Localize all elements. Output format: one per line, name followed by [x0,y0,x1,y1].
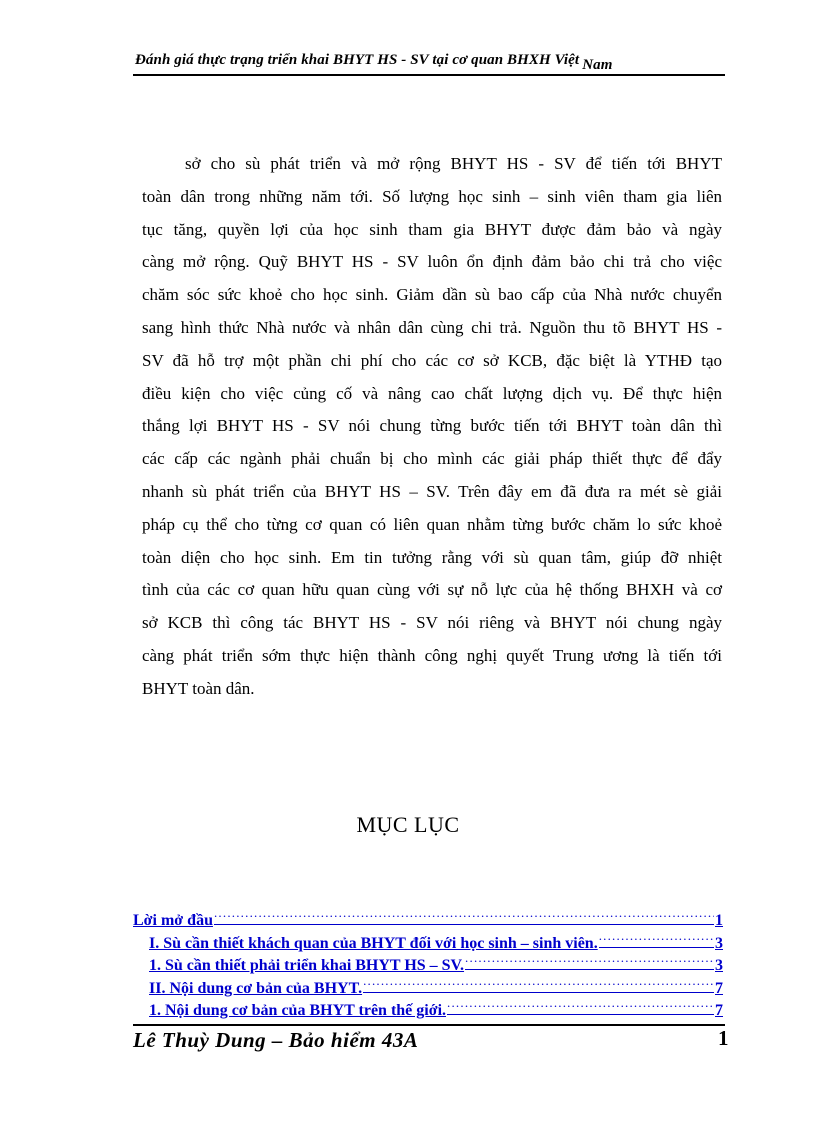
header-title-wrapper [135,52,613,73]
body-line: tục tăng, quyền lợi của học sinh tham gia BHYT được đảm bảo và ngày [142,219,722,239]
body-line: toàn dân trong những năm tới. Số lượng học sinh – sinh viên tham gia liên [142,186,722,206]
toc-entry-page[interactable]: 7 [715,1002,723,1019]
body-line: BHYT toàn dân. [142,678,255,698]
body-line: các cấp các ngành phải chuẩn bị cho mình các giải pháp thiết thực để đẩy [142,449,722,469]
body-line: càng phát triển sớm thực hiện thành công nghị quyết Trung ương là tiến tới [142,645,722,665]
toc-leader-dots [465,954,714,970]
running-header [133,46,725,76]
body-line: nhanh sù phát triển của BHYT HS – SV. Trên đây em đã đưa ra mét sè giải [142,481,722,501]
body-line: sở KCB thì công tác BHYT HS - SV nói riêng và BHYT nói chung ngày [142,613,722,633]
toc-entry[interactable] [133,909,723,932]
toc-entry-page[interactable]: 7 [715,979,723,997]
footer-author: Lê Thuỳ Dung – Bảo hiểm 43A [133,1028,419,1052]
body-paragraph [142,148,722,706]
body-line: tình của các cơ quan hữu quan cùng với sự nỗ lực của hệ thống BHXH và cơ [142,580,722,600]
toc-entry[interactable] [133,977,723,1000]
body-line: chăm sóc sức khoẻ cho học sinh. Giảm dần sù bao cấp của Nhà nước chuyển [142,285,722,305]
toc-entry[interactable] [133,999,723,1022]
toc-entry[interactable] [133,954,723,977]
toc-entry-label[interactable]: 1. Sù cần thiết phải triển khai BHYT HS – SV. [149,957,465,974]
body-line: sở cho sù phát triển và mở rộng BHYT HS - SV để tiến tới BHYT [185,154,722,173]
body-line: toàn diện cho học sinh. Em tin tưởng rằng với sù quan tâm, giúp đỡ nhiệt [142,547,722,567]
body-line: thắng lợi BHYT HS - SV nói chung từng bước tiến tới BHYT toàn dân thì [142,416,722,436]
toc-leader-dots [363,977,714,993]
toc-entry-page[interactable]: 3 [715,934,723,952]
body-line: sang hình thức Nhà nước và nhân dân cùng chi trả. Nguồn thu tõ BHYT HS - [142,317,722,337]
toc-entry[interactable] [133,932,723,955]
toc-entry-page[interactable]: 1 [715,912,723,929]
header-title: Đánh giá thực trạng triển khai BHYT HS - SV tại cơ quan BHXH Việt [135,52,580,68]
toc-entry-label[interactable]: 1. Nội dung cơ bản của BHYT trên thế giới. [149,1002,447,1019]
toc-entry-label[interactable]: Lời mở đầu [133,912,213,929]
table-of-contents [133,909,723,1022]
body-line: điều kiện cho việc củng cố và nâng cao chất lượng dịch vụ. Để thực hiện [142,383,722,403]
page-number: 1 [718,1026,729,1050]
toc-leader-dots [447,999,714,1015]
toc-leader-dots [599,932,714,948]
toc-title: MỤC LỤC [356,812,460,837]
header-title-tail: Nam [582,57,613,73]
footer-rule [133,1024,725,1026]
toc-entry-page[interactable]: 3 [715,957,723,974]
body-line: SV đã hỗ trợ một phần chi phí cho các cơ sở KCB, đặc biệt là YTHĐ tạo [142,350,722,370]
toc-entry-label[interactable]: II. Nội dung cơ bản của BHYT. [149,979,363,997]
toc-entry-label[interactable]: I. Sù cần thiết khách quan của BHYT đối với học sinh – sinh viên. [149,934,598,952]
body-line: càng mở rộng. Quỹ BHYT HS - SV luôn ổn định đảm bảo chi trả cho việc [142,252,722,272]
toc-leader-dots [214,909,714,925]
body-line: pháp cụ thể cho từng cơ quan có liên quan nhằm từng bước chăm lo sức khoẻ [142,514,722,534]
